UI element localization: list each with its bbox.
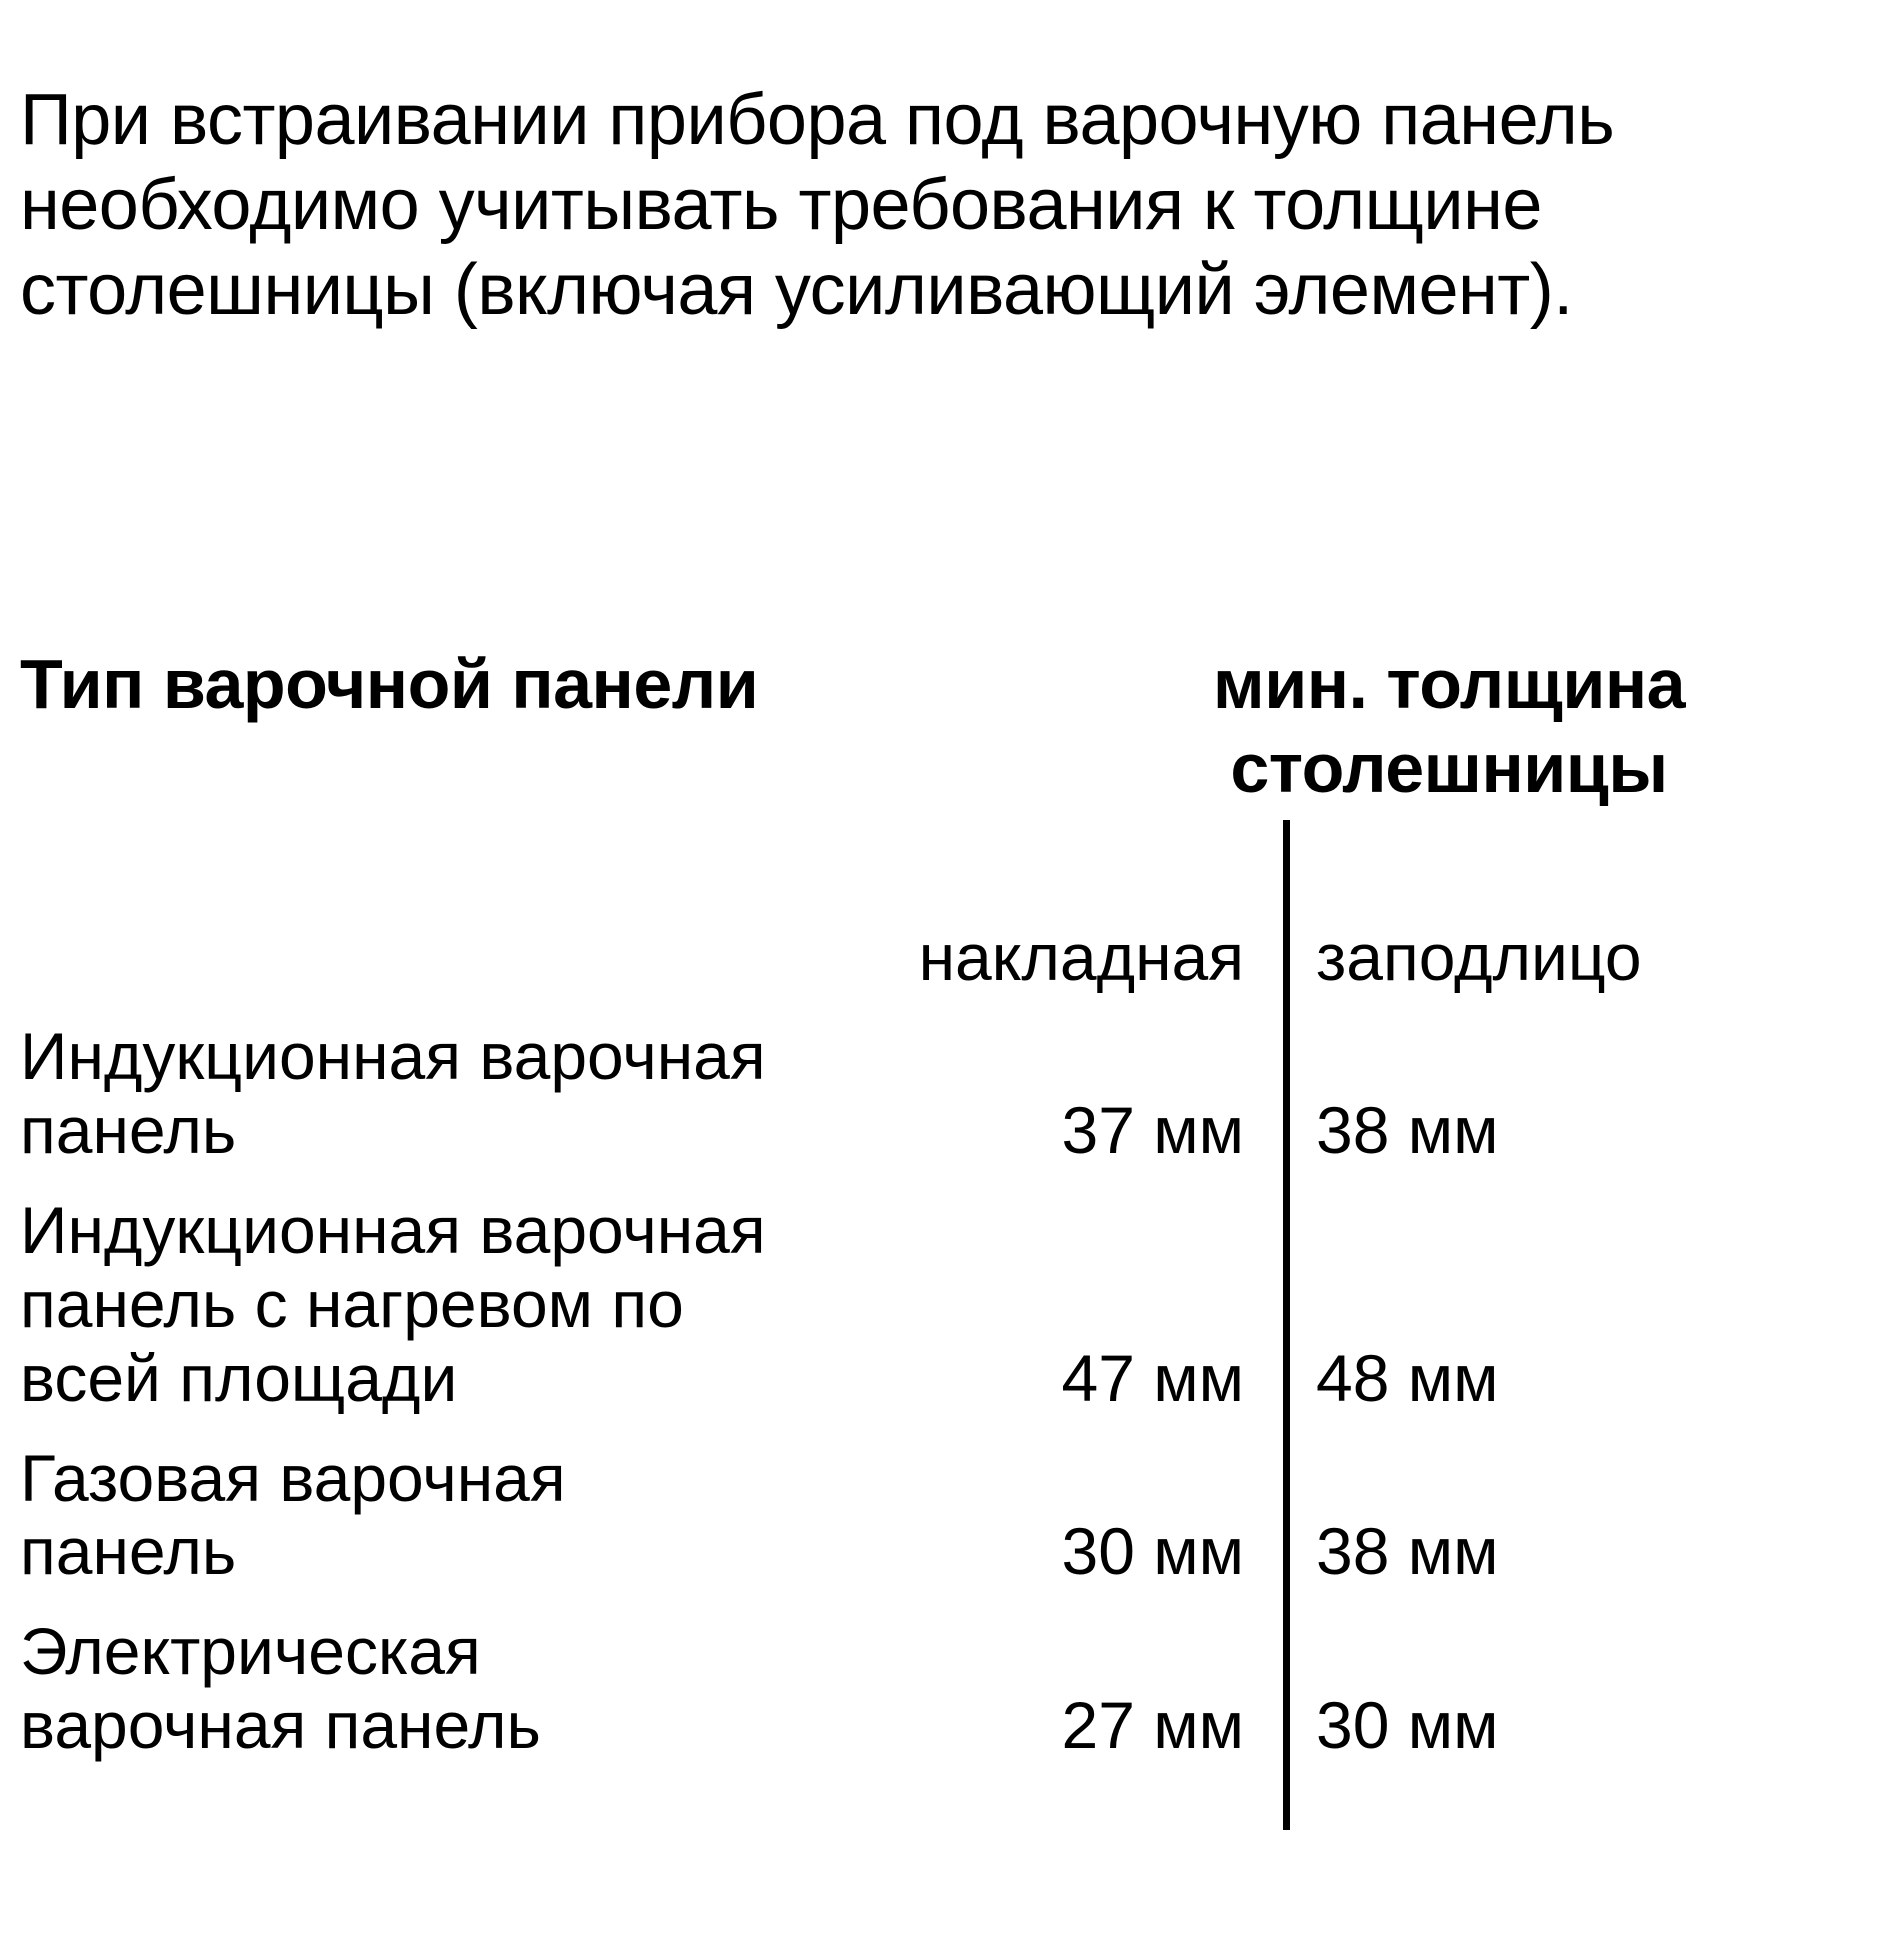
subheader-flush-mounted: заподлицо <box>1316 920 1642 995</box>
table-subheader-row <box>20 898 1868 994</box>
worktop-thickness-table <box>20 642 1868 1763</box>
table-header-row <box>20 642 1868 810</box>
row-value-surface: 37 мм <box>1061 1092 1244 1167</box>
column-divider <box>1283 820 1290 1830</box>
document-page <box>0 72 1888 1946</box>
table-row <box>20 1442 1868 1590</box>
row-label: Индукционная варочная панель <box>20 1019 766 1167</box>
table-row <box>20 1194 1868 1416</box>
row-value-surface: 30 мм <box>1061 1514 1244 1589</box>
table-row <box>20 1615 1868 1763</box>
row-value-flush: 38 мм <box>1316 1514 1499 1589</box>
row-label: Электрическая варочная панель <box>20 1614 541 1763</box>
header-min-thickness: мин. толщина столешницы <box>1212 645 1686 807</box>
subheader-surface-mounted: накладная <box>918 920 1244 995</box>
row-value-flush: 48 мм <box>1316 1340 1499 1415</box>
table-row <box>20 1020 1868 1168</box>
intro-paragraph: При встраивании прибора под варочную панель необходимо учитывать требования к толщине столешницы (включая усиливающий элемент). <box>20 80 1634 330</box>
row-value-surface: 47 мм <box>1061 1340 1244 1415</box>
row-value-flush: 38 мм <box>1316 1092 1499 1167</box>
header-hob-type: Тип варочной панели <box>20 645 759 723</box>
row-value-surface: 27 мм <box>1061 1688 1244 1763</box>
row-value-flush: 30 мм <box>1316 1688 1499 1763</box>
row-label: Газовая варочная панель <box>20 1440 566 1589</box>
row-label: Индукционная варочная панель с нагревом по всей площади <box>20 1192 766 1415</box>
